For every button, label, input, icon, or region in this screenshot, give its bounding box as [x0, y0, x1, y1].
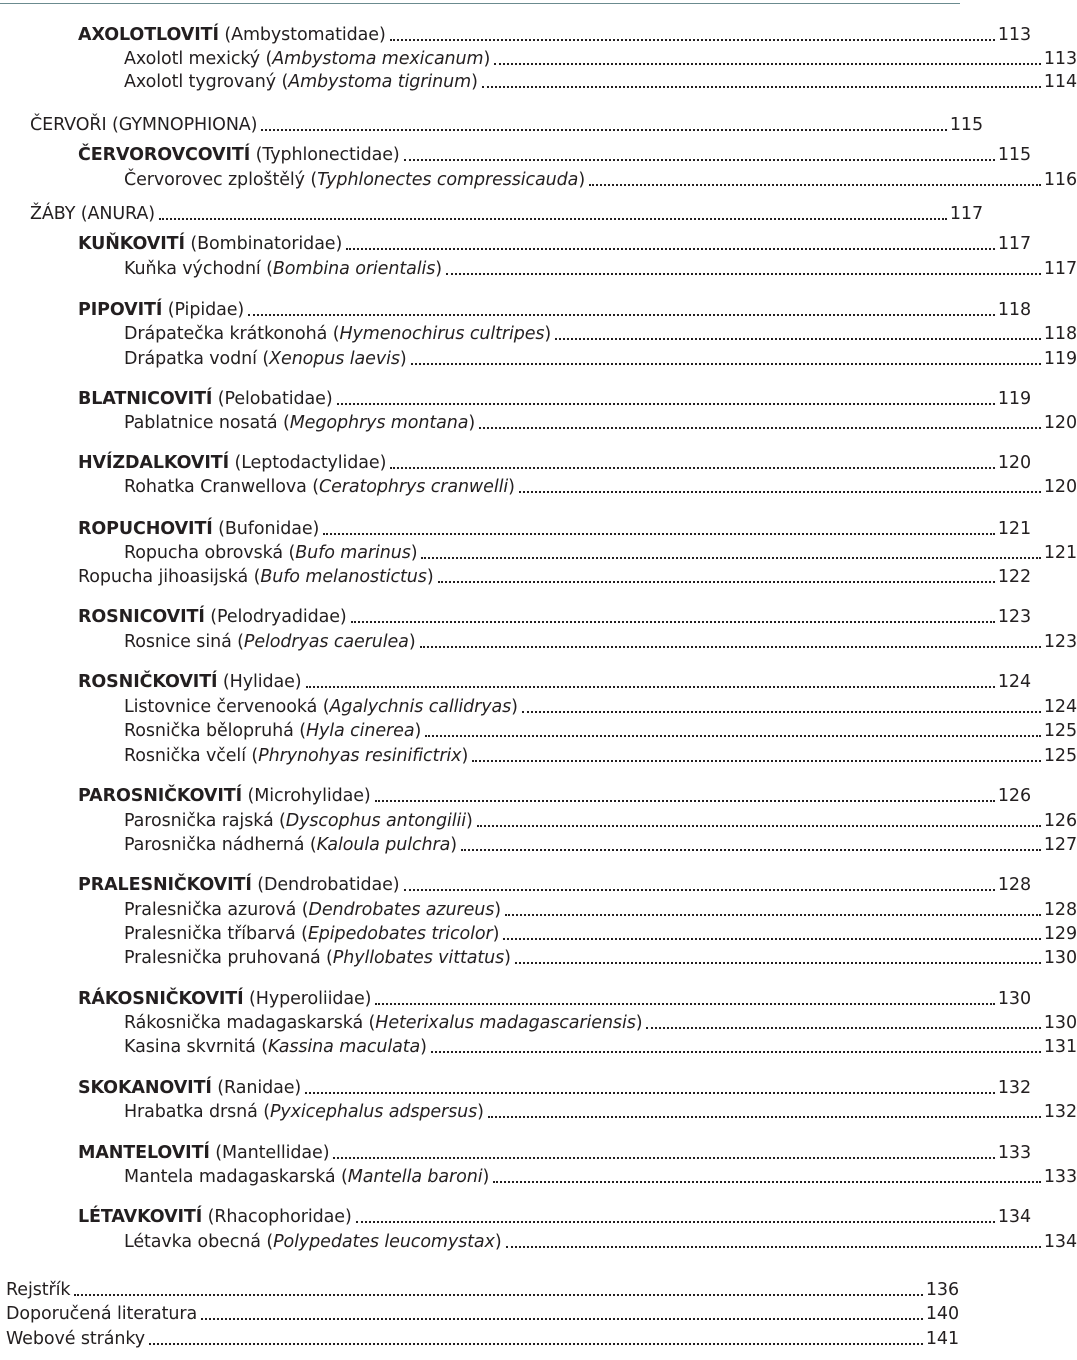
latin-name: Pyxicephalus adspersus	[269, 1102, 478, 1122]
family-name: KUŇKOVITÍ	[78, 234, 185, 254]
toc-entry-row[interactable]	[0, 167, 1077, 191]
latin-name: Pelodryas caerulea	[243, 632, 409, 652]
latin-name: Dendrobates azureus	[308, 900, 495, 920]
toc-entry-label: Parosnička rajská (Dyscophus antongilii)	[124, 811, 473, 831]
page-number: 117	[1043, 259, 1077, 279]
latin-name: Rhacophoridae	[214, 1207, 345, 1227]
toc-entry-label: LÉTAVKOVITÍ (Rhacophoridae)	[78, 1207, 352, 1227]
latin-name: Hylidae	[229, 672, 295, 692]
latin-name: Agalychnis callidryas	[329, 697, 512, 717]
common-name: Červorovec zploštělý	[124, 170, 305, 190]
toc-entry-label: MANTELOVITÍ (Mantellidae)	[78, 1143, 330, 1163]
leader-dots	[74, 1294, 923, 1296]
toc-entry-label: Pralesnička pruhovaná (Phyllobates vittatus)	[124, 948, 511, 968]
latin-name: Bombina orientalis	[272, 259, 436, 279]
leader-dots	[404, 889, 995, 891]
toc-entry-label: Ropucha jihoasijská (Bufo melanostictus)	[78, 567, 434, 587]
page-number: 120	[1043, 413, 1077, 433]
leader-dots	[461, 849, 1041, 851]
page-number: 119	[1043, 349, 1077, 369]
family-name: BLATNICOVITÍ	[78, 389, 213, 409]
latin-name: Pelobatidae	[224, 389, 326, 409]
toc-entry-row[interactable]	[0, 112, 983, 136]
common-name: Kuňka východní	[124, 259, 261, 279]
page-number: 121	[1043, 543, 1077, 563]
common-name: Ropucha obrovská	[124, 543, 284, 563]
toc-entry-label: Létavka obecná (Polypedates leucomystax)	[124, 1232, 502, 1252]
latin-name: Bombinatoridae	[197, 234, 336, 254]
page-number: 127	[1043, 835, 1077, 855]
leader-dots	[522, 711, 1041, 713]
leader-dots	[482, 86, 1041, 88]
toc-entry-label: ČERVOROVCOVITÍ (Typhlonectidae)	[78, 145, 400, 165]
toc-entry-row[interactable]	[0, 564, 1031, 588]
toc-entry-row[interactable]	[0, 1164, 1077, 1188]
toc-entry-row[interactable]	[0, 832, 1077, 856]
family-name: PAROSNIČKOVITÍ	[78, 786, 243, 806]
leader-dots	[306, 686, 995, 688]
toc-family-row[interactable]	[0, 783, 1031, 807]
leader-dots	[425, 735, 1041, 737]
common-name: Pralesnička tříbarvá	[124, 924, 296, 944]
toc-entry-row[interactable]	[0, 46, 1077, 70]
leader-dots	[479, 427, 1041, 429]
toc-family-row[interactable]	[0, 669, 1031, 693]
page-number: 129	[1043, 924, 1077, 944]
latin-name: Phyllobates vittatus	[332, 948, 505, 968]
leader-dots	[404, 159, 995, 161]
common-name: Parosnička rajská	[124, 811, 274, 831]
leader-dots	[555, 338, 1041, 340]
toc-entry-label: Rosnička bělopruhá (Hyla cinerea)	[124, 721, 422, 741]
toc-family-row[interactable]	[0, 231, 1031, 255]
page-number: 130	[997, 989, 1031, 1009]
page-number: 122	[997, 567, 1031, 587]
latin-name: Ambystoma mexicanum	[272, 49, 484, 69]
common-name: Parosnička nádherná	[124, 835, 305, 855]
latin-name: Dendrobatidae	[263, 875, 393, 895]
latin-name: Hyla cinerea	[305, 721, 415, 741]
page-number: 117	[997, 234, 1031, 254]
leader-dots	[505, 914, 1041, 916]
toc-family-row[interactable]	[0, 1140, 1031, 1164]
leader-dots	[589, 184, 1041, 186]
page-number: 140	[925, 1304, 959, 1324]
latin-name: Typhlonectes compressicauda	[317, 170, 579, 190]
latin-name: Mantella baroni	[347, 1167, 483, 1187]
toc-entry-label: RÁKOSNIČKOVITÍ (Hyperoliidae)	[78, 989, 372, 1009]
leader-dots	[411, 363, 1041, 365]
leader-dots	[477, 825, 1041, 827]
latin-name: Ranidae	[224, 1078, 295, 1098]
toc-entry-label: Axolotl mexický (Ambystoma mexicanum)	[124, 49, 491, 69]
toc-entry-row[interactable]	[0, 718, 1077, 742]
page-number: 134	[1043, 1232, 1077, 1252]
toc-entry-label: PRALESNIČKOVITÍ (Dendrobatidae)	[78, 875, 400, 895]
common-name: Pablatnice nosatá	[124, 413, 278, 433]
toc-entry-row[interactable]	[0, 474, 1077, 498]
toc-entry-row[interactable]	[0, 201, 983, 225]
toc-entry-label: Parosnička nádherná (Kaloula pulchra)	[124, 835, 457, 855]
toc-entry-row[interactable]	[0, 1229, 1077, 1253]
latin-name: Phrynohyas resinifictrix	[258, 746, 462, 766]
toc-entry-label: Rákosnička madagaskarská (Heterixalus madagascariensis)	[124, 1013, 643, 1033]
family-name: MANTELOVITÍ	[78, 1143, 210, 1163]
latin-name: Ceratophrys cranwelli	[319, 477, 509, 497]
toc-entry-label: Pablatnice nosatá (Megophrys montana)	[124, 413, 476, 433]
common-name: Drápatka vodní	[124, 349, 257, 369]
latin-name: Pelodryadidae	[216, 607, 340, 627]
common-name: Axolotl tygrovaný	[124, 72, 277, 92]
page-number: 128	[997, 875, 1031, 895]
page-number: 116	[1043, 170, 1077, 190]
latin-name: Leptodactylidae	[241, 453, 380, 473]
page-number: 125	[1043, 721, 1077, 741]
common-name: Pralesnička azurová	[124, 900, 297, 920]
toc-entry-row[interactable]	[0, 921, 1077, 945]
latin-name: Xenopus laevis	[269, 349, 400, 369]
common-name: Hrabatka drsná	[124, 1102, 258, 1122]
common-name: Rákosnička madagaskarská	[124, 1013, 364, 1033]
page-number: 115	[949, 115, 983, 135]
toc-family-row[interactable]	[0, 1075, 1031, 1099]
leader-dots	[506, 1246, 1041, 1248]
toc-entry-label: SKOKANOVITÍ (Ranidae)	[78, 1078, 302, 1098]
leader-dots	[493, 1181, 1041, 1183]
common-name: Mantela madagaskarská	[124, 1167, 336, 1187]
toc-entry-label: ROSNIČKOVITÍ (Hylidae)	[78, 672, 302, 692]
leader-dots	[149, 1343, 923, 1345]
leader-dots	[159, 218, 947, 220]
page-number: 125	[1043, 746, 1077, 766]
toc-entry-row[interactable]	[0, 743, 1077, 767]
page-number: 114	[1043, 72, 1077, 92]
common-name: Pralesnička pruhovaná	[124, 948, 321, 968]
leader-dots	[375, 1003, 994, 1005]
toc-entry-label: Rosnička včelí (Phrynohyas resinifictrix)	[124, 746, 469, 766]
common-name: Axolotl mexický	[124, 49, 261, 69]
page-number: 118	[1043, 324, 1077, 344]
latin-name: Heterixalus madagascariensis	[375, 1013, 636, 1033]
toc-family-row[interactable]	[0, 516, 1031, 540]
latin-name: Megophrys montana	[289, 413, 469, 433]
common-name: Rohatka Cranwellova	[124, 477, 307, 497]
toc-entry-label: Rohatka Cranwellova (Ceratophrys cranwelli)	[124, 477, 515, 497]
page-number: 124	[997, 672, 1031, 692]
section-title: Doporučená literatura	[6, 1304, 198, 1324]
latin-name: Dyscophus antongilii	[285, 811, 467, 831]
toc-entry-label: AXOLOTLOVITÍ (Ambystomatidae)	[78, 25, 386, 45]
latin-name: Bufo melanostictus	[260, 567, 427, 587]
toc-entry-label: KUŇKOVITÍ (Bombinatoridae)	[78, 234, 343, 254]
page-number: 113	[997, 25, 1031, 45]
leader-dots	[346, 248, 995, 250]
toc-entry-row[interactable]	[0, 1034, 1077, 1058]
toc-entry-label	[30, 114, 257, 136]
common-name: Ropucha jihoasijská	[78, 567, 249, 587]
latin-name: Hymenochirus cultripes	[339, 324, 545, 344]
family-name: ČERVOROVCOVITÍ	[78, 145, 251, 165]
leader-dots	[421, 557, 1040, 559]
leader-dots	[390, 467, 995, 469]
family-name: HVÍZDALKOVITÍ	[78, 453, 229, 473]
page-number: 141	[925, 1329, 959, 1349]
toc-entry-row[interactable]	[0, 410, 1077, 434]
toc-family-row[interactable]	[0, 297, 1031, 321]
toc-entry-label: Pralesnička azurová (Dendrobates azureus)	[124, 900, 502, 920]
toc-family-row[interactable]	[0, 142, 1031, 166]
toc-entry-label: PIPOVITÍ (Pipidae)	[78, 300, 245, 320]
page-number: 136	[925, 1280, 959, 1300]
section-title: Rejstřík	[6, 1280, 71, 1300]
toc-entry-label	[6, 1328, 145, 1350]
family-name: AXOLOTLOVITÍ	[78, 25, 219, 45]
toc-entry-label: PAROSNIČKOVITÍ (Microhylidae)	[78, 786, 371, 806]
toc-entry-row[interactable]	[0, 808, 1077, 832]
page-number: 133	[1043, 1167, 1077, 1187]
toc-family-row[interactable]	[0, 872, 1031, 896]
common-name: Rosnice siná	[124, 632, 232, 652]
toc-entry-row[interactable]	[0, 1277, 959, 1301]
toc-entry-row[interactable]	[0, 897, 1077, 921]
leader-dots	[472, 760, 1041, 762]
page-number: 132	[1043, 1102, 1077, 1122]
toc-family-row[interactable]	[0, 986, 1031, 1010]
common-name: Kasina skvrnitá	[124, 1037, 256, 1057]
toc-entry-label: Ropucha obrovská (Bufo marinus)	[124, 543, 418, 563]
common-name: Drápatečka krátkonohá	[124, 324, 328, 344]
leader-dots	[503, 938, 1041, 940]
section-title: ŽÁBY (ANURA)	[30, 204, 156, 224]
leader-dots	[356, 1221, 995, 1223]
common-name: Létavka obecná	[124, 1232, 261, 1252]
toc-entry-label	[6, 1279, 70, 1301]
toc-entry-label: Rosnice siná (Pelodryas caerulea)	[124, 632, 416, 652]
leader-dots	[646, 1027, 1040, 1029]
toc-entry-row[interactable]	[0, 256, 1077, 280]
leader-dots	[519, 491, 1041, 493]
family-name: PIPOVITÍ	[78, 300, 163, 320]
family-name: ROSNIČKOVITÍ	[78, 672, 218, 692]
page-number: 121	[997, 519, 1031, 539]
toc-entry-label	[30, 203, 155, 225]
latin-name: Mantellidae	[222, 1143, 323, 1163]
leader-dots	[488, 1116, 1041, 1118]
common-name: Rosnička včelí	[124, 746, 246, 766]
toc-entry-row[interactable]	[0, 346, 1077, 370]
toc-entry-row[interactable]	[0, 69, 1077, 93]
toc-entry-label: Mantela madagaskarská (Mantella baroni)	[124, 1167, 490, 1187]
toc-entry-row[interactable]	[0, 321, 1077, 345]
toc-entry-row[interactable]	[0, 1326, 959, 1350]
toc-family-row[interactable]	[0, 450, 1031, 474]
toc-entry-label: Červorovec zploštělý (Typhlonectes compressicauda)	[124, 170, 586, 190]
page-number: 126	[997, 786, 1031, 806]
latin-name: Kassina maculata	[268, 1037, 421, 1057]
toc-family-row[interactable]	[0, 1204, 1031, 1228]
toc-entry-row[interactable]	[0, 629, 1077, 653]
toc-entry-row[interactable]	[0, 1099, 1077, 1123]
common-name: Rosnička bělopruhá	[124, 721, 294, 741]
page-number: 118	[997, 300, 1031, 320]
latin-name: Ambystoma tigrinum	[288, 72, 472, 92]
leader-dots	[431, 1051, 1041, 1053]
toc-family-row[interactable]	[0, 22, 1031, 46]
latin-name: Microhylidae	[254, 786, 364, 806]
latin-name: Ambystomatidae	[231, 25, 379, 45]
toc-entry-label: ROPUCHOVITÍ (Bufonidae)	[78, 519, 320, 539]
page-number: 120	[1043, 477, 1077, 497]
leader-dots	[201, 1318, 923, 1320]
toc-entry-label: Axolotl tygrovaný (Ambystoma tigrinum)	[124, 72, 478, 92]
toc-entry-label: Drápatka vodní (Xenopus laevis)	[124, 349, 407, 369]
toc-entry-row[interactable]	[0, 1010, 1077, 1034]
common-name: Listovnice červenooká	[124, 697, 318, 717]
family-name: LÉTAVKOVITÍ	[78, 1207, 203, 1227]
toc-entry-label: Hrabatka drsná (Pyxicephalus adspersus)	[124, 1102, 484, 1122]
latin-name: Hyperoliidae	[255, 989, 365, 1009]
toc-entry-label: ROSNICOVITÍ (Pelodryadidae)	[78, 607, 347, 627]
latin-name: Bufonidae	[224, 519, 313, 539]
leader-dots	[261, 129, 946, 131]
page-number: 124	[1043, 697, 1077, 717]
page-number: 123	[997, 607, 1031, 627]
family-name: PRALESNIČKOVITÍ	[78, 875, 252, 895]
page-number: 130	[1043, 1013, 1077, 1033]
page-number: 133	[997, 1143, 1031, 1163]
leader-dots	[494, 63, 1041, 65]
family-name: ROPUCHOVITÍ	[78, 519, 213, 539]
page-number: 123	[1043, 632, 1077, 652]
latin-name: Kaloula pulchra	[316, 835, 451, 855]
page-number: 130	[1043, 948, 1077, 968]
page-number: 134	[997, 1207, 1031, 1227]
leader-dots	[420, 646, 1041, 648]
page-number: 128	[1043, 900, 1077, 920]
latin-name: Bufo marinus	[295, 543, 411, 563]
toc-family-row[interactable]	[0, 604, 1031, 628]
page-number: 115	[997, 145, 1031, 165]
toc-entry-label: Drápatečka krátkonohá (Hymenochirus cultripes)	[124, 324, 552, 344]
toc-entry-label: BLATNICOVITÍ (Pelobatidae)	[78, 389, 333, 409]
leader-dots	[333, 1157, 994, 1159]
latin-name: Epipedobates tricolor	[307, 924, 493, 944]
toc-entry-label	[6, 1303, 197, 1325]
page-number: 131	[1043, 1037, 1077, 1057]
leader-dots	[375, 800, 995, 802]
latin-name: Pipidae	[174, 300, 238, 320]
page-number: 120	[997, 453, 1031, 473]
leader-dots	[323, 533, 995, 535]
toc-entry-row[interactable]	[0, 540, 1077, 564]
toc-entry-label: Listovnice červenooká (Agalychnis callidryas)	[124, 697, 518, 717]
section-title: ČERVOŘI (GYMNOPHIONA)	[30, 115, 258, 135]
family-name: ROSNICOVITÍ	[78, 607, 205, 627]
page-number: 113	[1043, 49, 1077, 69]
section-title: Webové stránky	[6, 1329, 146, 1349]
toc-entry-label: HVÍZDALKOVITÍ (Leptodactylidae)	[78, 453, 387, 473]
family-name: RÁKOSNIČKOVITÍ	[78, 989, 244, 1009]
leader-dots	[438, 581, 995, 583]
leader-dots	[515, 962, 1041, 964]
page-number: 132	[997, 1078, 1031, 1098]
toc-entry-label: Kuňka východní (Bombina orientalis)	[124, 259, 442, 279]
leader-dots	[390, 39, 995, 41]
page-number: 126	[1043, 811, 1077, 831]
toc-entry-label: Kasina skvrnitá (Kassina maculata)	[124, 1037, 427, 1057]
leader-dots	[248, 314, 995, 316]
toc-family-row[interactable]	[0, 386, 1031, 410]
latin-name: Typhlonectidae	[262, 145, 393, 165]
leader-dots	[446, 273, 1041, 275]
toc-entry-row[interactable]	[0, 1301, 959, 1325]
toc-entry-row[interactable]	[0, 694, 1077, 718]
leader-dots	[337, 403, 995, 405]
family-name: SKOKANOVITÍ	[78, 1078, 212, 1098]
page-number: 117	[949, 204, 983, 224]
leader-dots	[305, 1092, 995, 1094]
leader-dots	[351, 621, 995, 623]
toc-entry-row[interactable]	[0, 945, 1077, 969]
toc-entry-label: Pralesnička tříbarvá (Epipedobates tricolor)	[124, 924, 500, 944]
latin-name: Polypedates leucomystax	[273, 1232, 495, 1252]
page-number: 119	[997, 389, 1031, 409]
